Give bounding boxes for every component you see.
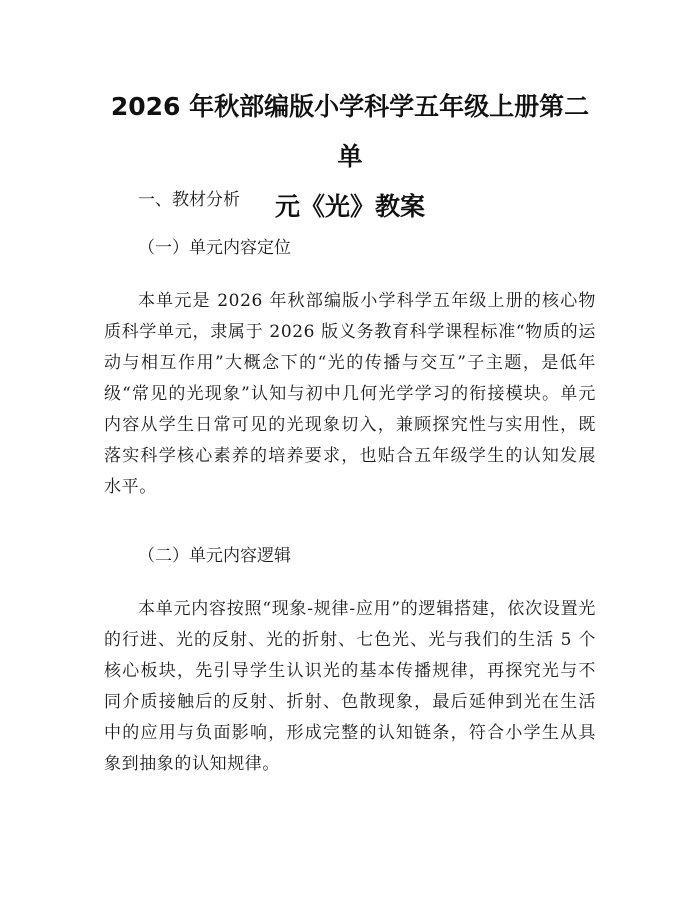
title-line-1: 2026 年秋部编版小学科学五年级上册第二单 bbox=[110, 92, 590, 171]
paragraph-unit-logic: 本单元内容按照“现象-规律-应用”的逻辑搭建，依次设置光的行进、光的反射、光的折射、七色光、光与我们的生活 5 个核心板块，先引导学生认识光的基本传播规律，再探究光与不同介质接触后的反射、折射、色散现象，最后延伸到光在生活中的应用与负面影响，形成完整的认知链条，符合小学生从具象到抽象的认知规律。 bbox=[104, 599, 596, 774]
paragraph-unit-positioning: 本单元是 2026 年秋部编版小学科学五年级上册的核心物质科学单元，隶属于 2026 版义务教育科学课程标准“物质的运动与相互作用”大概念下的“光的传播与交互”子主题，是低年级“常见的光现象”认知与初中几何光学学习的衔接模块。单元内容从学生日常可见的光现象切入，兼顾探究性与实用性，既落实科学核心素养的培养要求，也贴合五年级学生的认知发展水平。 bbox=[104, 291, 596, 497]
subsection-heading-unit-positioning: （一）单元内容定位 bbox=[138, 238, 291, 258]
title-line-2: 元《光》教案 bbox=[274, 192, 425, 221]
section-heading-textbook-analysis: 一、教材分析 bbox=[138, 190, 240, 210]
subsection-heading-unit-logic: （二）单元内容逻辑 bbox=[138, 546, 291, 566]
